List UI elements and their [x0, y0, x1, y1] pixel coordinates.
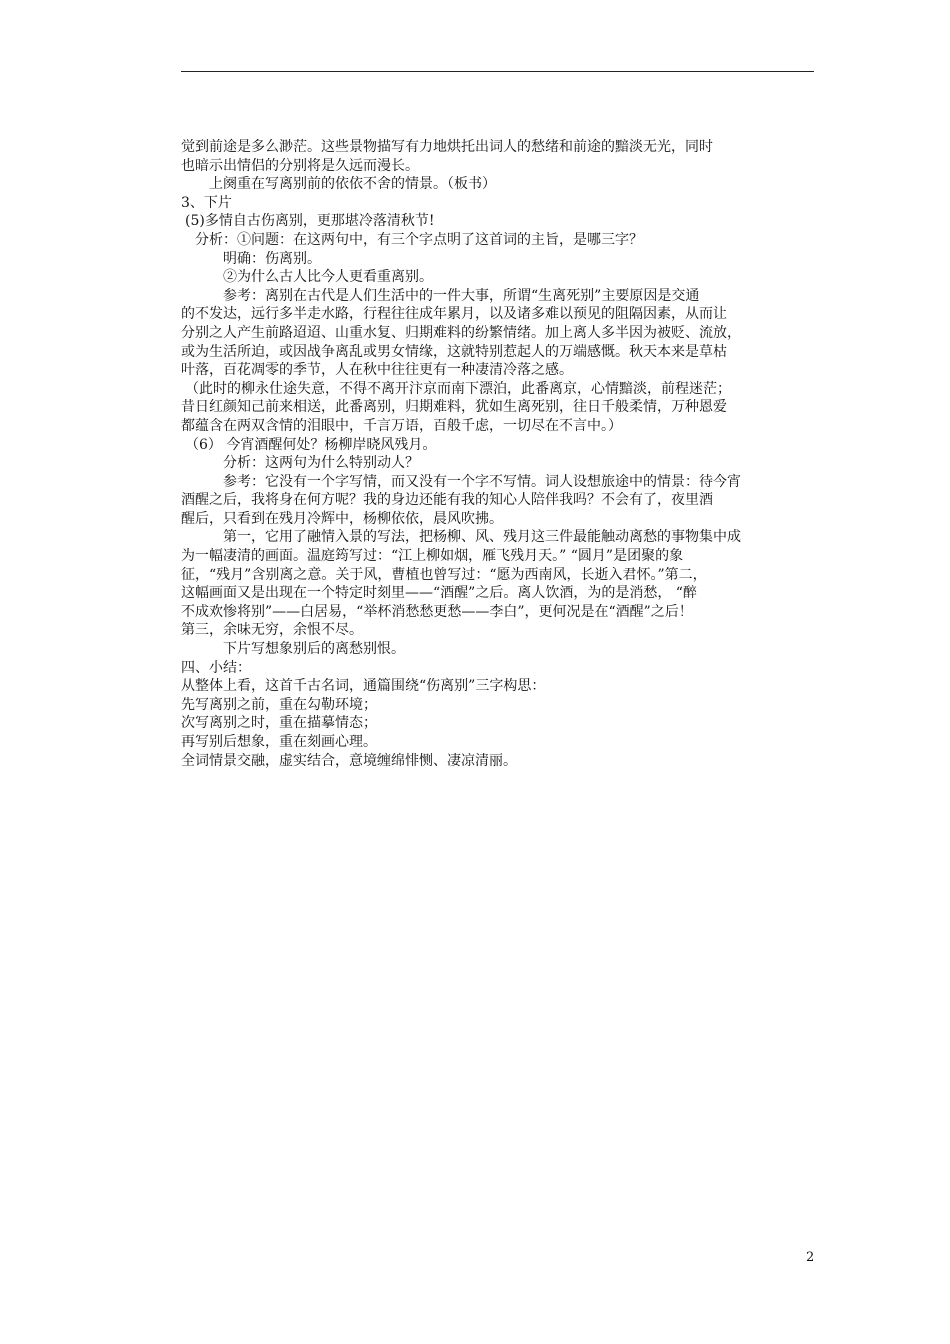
- text-line: 征，“残月”含别离之意。关于风，曹植也曾写过：“愿为西南风，长逝入君怀。”第二，: [181, 566, 707, 583]
- text-line: 不成欢惨将别”——白居易，“举杯消愁愁更愁——李白”，更何况是在“酒醒”之后！: [181, 603, 693, 620]
- poem-line: (5)多情自古伤离别，更那堪冷落清秋节!: [185, 213, 435, 230]
- text-line: 酒醒之后，我将身在何方呢？我的身边还能有我的知心人陪伴我吗？不会有了，夜里酒: [181, 492, 713, 509]
- text-line: （此时的柳永仕途失意，不得不离开汴京而南下漂泊，此番离京，心情黯淡，前程迷茫；: [185, 380, 731, 397]
- text-line: 叶落，百花凋零的季节，人在秋中往往更有一种凄清冷落之感。: [181, 362, 573, 379]
- text-line: 第一，它用了融情入景的写法，把杨柳、风、残月这三件最能触动离愁的事物集中成: [223, 529, 741, 546]
- text-line: 上阕重在写离别前的依依不舍的情景。（板书）: [209, 176, 496, 193]
- text-line: 的不发达，远行多半走水路，行程往往成年累月，以及诸多难以预见的阻隔因素，从而让: [181, 306, 727, 323]
- page-number: 2: [806, 1250, 815, 1265]
- text-line: 分析：这两句为什么特别动人？: [223, 455, 419, 472]
- text-line: 或为生活所迫，或因战争离乱或男女情缘，这就特别惹起人的万端感慨。秋天本来是草枯: [181, 343, 727, 360]
- text-line: 下片写想象别后的离愁别恨。: [223, 641, 405, 658]
- section-heading: 3、下片: [181, 194, 232, 211]
- text-line: 第三，余味无穷，余恨不尽。: [181, 622, 363, 639]
- text-line: 觉到前途是多么渺茫。这些景物描写有力地烘托出词人的愁绪和前途的黯淡无光，同时: [181, 139, 713, 155]
- text-line: 再写别后想象，重在刻画心理。: [181, 734, 377, 750]
- poem-line: （6） 今宵酒醒何处？杨柳岸晓风残月。: [185, 436, 437, 453]
- document-body: [181, 138, 821, 770]
- text-line: 也暗示出情侣的分别将是久远而漫长。: [181, 157, 419, 174]
- text-line: 全词情景交融，虚实结合，意境缠绵悱恻、凄凉清丽。: [181, 752, 517, 769]
- section-heading: 四、小结：: [181, 659, 251, 676]
- text-line: 分别之人产生前路迢迢、山重水复、归期难料的纷繁情绪。加上离人多半因为被贬、流放，: [181, 324, 741, 341]
- text-line: 醒后，只看到在残月冷辉中，杨柳依依，晨风吹拂。: [181, 510, 503, 527]
- header-rule: [181, 71, 814, 72]
- text-line: 明确：伤离别。: [223, 250, 321, 267]
- text-line: 这幅画面又是出现在一个特定时刻里——“酒醒”之后。离人饮酒，为的是消愁， “醉: [181, 585, 697, 602]
- text-line: 次写离别之时，重在描摹情态；: [181, 715, 377, 732]
- text-line: ②为什么古人比今人更看重离别。: [223, 269, 433, 286]
- text-line: 参考：它没有一个字写情，而又没有一个字不写情。词人设想旅途中的情景：待今宵: [223, 473, 741, 490]
- text-line: 分析：①问题：在这两句中，有三个字点明了这首词的主旨，是哪三字？: [195, 231, 643, 248]
- text-line: 昔日红颜知己前来相送，此番离别，归期难料，犹如生离死别，往日千般柔情，万种恩爱: [181, 399, 727, 416]
- text-line: 从整体上看，这首千古名词，通篇围绕“伤离别”三字构思：: [181, 678, 546, 695]
- text-line: 为一幅凄清的画面。温庭筠写过：“江上柳如烟，雁飞残月天。” “圆月”是团聚的象: [181, 548, 684, 565]
- text-line: 都蕴含在两双含情的泪眼中，千言万语，百般千虑，一切尽在不言中。）: [181, 417, 622, 434]
- text-line: 参考：离别在古代是人们生活中的一件大事，所谓“生离死别”主要原因是交通: [223, 287, 700, 304]
- text-line: 先写离别之前，重在勾勒环境；: [181, 696, 377, 713]
